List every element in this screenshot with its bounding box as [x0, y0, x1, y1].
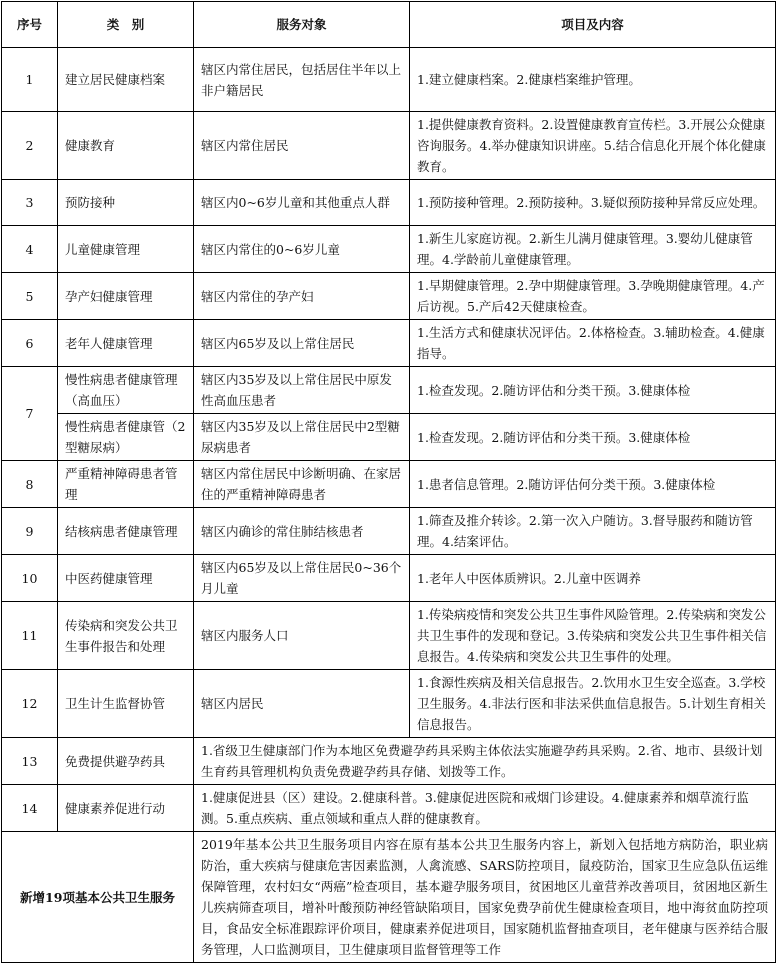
table-row-new-services	[2, 832, 776, 963]
table-row	[2, 602, 776, 670]
row-category: 健康教育	[58, 112, 194, 180]
table-row	[2, 414, 776, 461]
table-row	[2, 320, 776, 367]
row-content: 1.食源性疾病及相关信息报告。2.饮用水卫生安全巡查。3.学校卫生服务。4.非法行医和非法采供血信息报告。5.计划生育相关信息报告。	[410, 670, 776, 738]
row-content: 1.预防接种管理。2.预防接种。3.疑似预防接种异常反应处理。	[410, 180, 776, 226]
row-category: 中医药健康管理	[58, 555, 194, 602]
row-serial: 13	[2, 738, 58, 785]
row-category: 孕产妇健康管理	[58, 273, 194, 320]
row-serial: 6	[2, 320, 58, 367]
row-serial: 5	[2, 273, 58, 320]
table-row	[2, 508, 776, 555]
row-content: 1.筛查及推介转诊。2.第一次入户随访。3.督导服药和随访管理。4.结案评估。	[410, 508, 776, 555]
row-target: 辖区内65岁及以上常住居民	[194, 320, 410, 367]
row-category: 免费提供避孕药具	[58, 738, 194, 785]
row-serial: 7	[2, 367, 58, 461]
table-row	[2, 670, 776, 738]
header-target: 服务对象	[194, 2, 410, 48]
row-serial: 9	[2, 508, 58, 555]
row-serial: 2	[2, 112, 58, 180]
row-content: 1.患者信息管理。2.随访评估何分类干预。3.健康体检	[410, 461, 776, 508]
row-category: 儿童健康管理	[58, 226, 194, 273]
row-target: 辖区内常住的0~6岁儿童	[194, 226, 410, 273]
row-category: 老年人健康管理	[58, 320, 194, 367]
row-category: 卫生计生监督协管	[58, 670, 194, 738]
row-target: 辖区内常住居民，包括居住半年以上非户籍居民	[194, 48, 410, 112]
row-serial: 12	[2, 670, 58, 738]
row-target: 辖区内居民	[194, 670, 410, 738]
row-content: 1.健康促进县（区）建设。2.健康科普。3.健康促进医院和戒烟门诊建设。4.健康素养和烟草流行监测。5.重点疾病、重点领域和重点人群的健康教育。	[194, 785, 776, 832]
row-target: 辖区内常住居民中诊断明确、在家居住的严重精神障碍患者	[194, 461, 410, 508]
row-content: 1.检查发现。2.随访评估和分类干预。3.健康体检	[410, 414, 776, 461]
header-serial: 序号	[2, 2, 58, 48]
row-category: 预防接种	[58, 180, 194, 226]
row-content: 1.建立健康档案。2.健康档案维护管理。	[410, 48, 776, 112]
row-category: 严重精神障碍患者管理	[58, 461, 194, 508]
table-row	[2, 738, 776, 785]
row-target: 辖区内常住的孕产妇	[194, 273, 410, 320]
row-content: 1.新生儿家庭访视。2.新生儿满月健康管理。3.婴幼儿健康管理。4.学龄前儿童健康管理。	[410, 226, 776, 273]
table-row	[2, 461, 776, 508]
table-row	[2, 555, 776, 602]
public-health-services-table	[1, 1, 776, 963]
table-row	[2, 785, 776, 832]
row-serial: 4	[2, 226, 58, 273]
header-row	[2, 2, 776, 48]
row-target: 辖区内常住居民	[194, 112, 410, 180]
row-serial: 1	[2, 48, 58, 112]
row-content: 1.省级卫生健康部门作为本地区免费避孕药具采购主体依法实施避孕药具采购。2.省、地市、县级计划生育药具管理机构负责免费避孕药具存储、划拨等工作。	[194, 738, 776, 785]
row-target: 辖区内65岁及以上常住居民0~36个月儿童	[194, 555, 410, 602]
row-target: 辖区内35岁及以上常住居民中原发性高血压患者	[194, 367, 410, 414]
row-serial: 10	[2, 555, 58, 602]
header-category: 类 别	[58, 2, 194, 48]
row-serial: 3	[2, 180, 58, 226]
header-content: 项目及内容	[410, 2, 776, 48]
row-serial: 11	[2, 602, 58, 670]
row-category: 结核病患者健康管理	[58, 508, 194, 555]
row-category: 建立居民健康档案	[58, 48, 194, 112]
row-content: 1.生活方式和健康状况评估。2.体格检查。3.辅助检查。4.健康指导。	[410, 320, 776, 367]
row-serial: 14	[2, 785, 58, 832]
row-content: 1.传染病疫情和突发公共卫生事件风险管理。2.传染病和突发公共卫生事件的发现和登记。3.传染病和突发公共卫生事件相关信息报告。4.传染病和突发公共卫生事件的处理。	[410, 602, 776, 670]
row-category: 慢性病患者健康管（2型糖尿病）	[58, 414, 194, 461]
row-serial: 8	[2, 461, 58, 508]
table-row	[2, 112, 776, 180]
table-row	[2, 48, 776, 112]
new-services-label: 新增19项基本公共卫生服务	[2, 832, 194, 963]
table-row	[2, 180, 776, 226]
row-category: 传染病和突发公共卫生事件报告和处理	[58, 602, 194, 670]
table-row	[2, 226, 776, 273]
row-target: 辖区内服务人口	[194, 602, 410, 670]
row-category: 健康素养促进行动	[58, 785, 194, 832]
row-target: 辖区内0~6岁儿童和其他重点人群	[194, 180, 410, 226]
row-content: 1.老年人中医体质辨识。2.儿童中医调养	[410, 555, 776, 602]
table-row	[2, 273, 776, 320]
row-target: 辖区内35岁及以上常住居民中2型糖尿病患者	[194, 414, 410, 461]
new-services-content: 2019年基本公共卫生服务项目内容在原有基本公共卫生服务内容上，新划入包括地方病防治，职业病防治，重大疾病与健康危害因素监测，人禽流感、SARS防控项目，鼠疫防治，国家卫生应急队伍运维保障管理，农村妇女“两癌”检查项目，基本避孕服务项目，贫困地区儿童营养改善项目，贫困地区新生儿疾病筛查项目，增补叶酸预防神经管缺陷项目，国家免费孕前优生健康检查项目，地中海贫血防控项目，食品安全标准跟踪评价项目，健康素养促进项目，国家随机监督抽查项目，老年健康与医养结合服务管理，人口监测项目，卫生健康项目监督管理等工作	[194, 832, 776, 963]
row-content: 1.检查发现。2.随访评估和分类干预。3.健康体检	[410, 367, 776, 414]
row-content: 1.早期健康管理。2.孕中期健康管理。3.孕晚期健康管理。4.产后访视。5.产后42天健康检查。	[410, 273, 776, 320]
row-category: 慢性病患者健康管理（高血压）	[58, 367, 194, 414]
row-target: 辖区内确诊的常住肺结核患者	[194, 508, 410, 555]
row-content: 1.提供健康教育资料。2.设置健康教育宣传栏。3.开展公众健康咨询服务。4.举办健康知识讲座。5.结合信息化开展个体化健康教育。	[410, 112, 776, 180]
table-row	[2, 367, 776, 414]
